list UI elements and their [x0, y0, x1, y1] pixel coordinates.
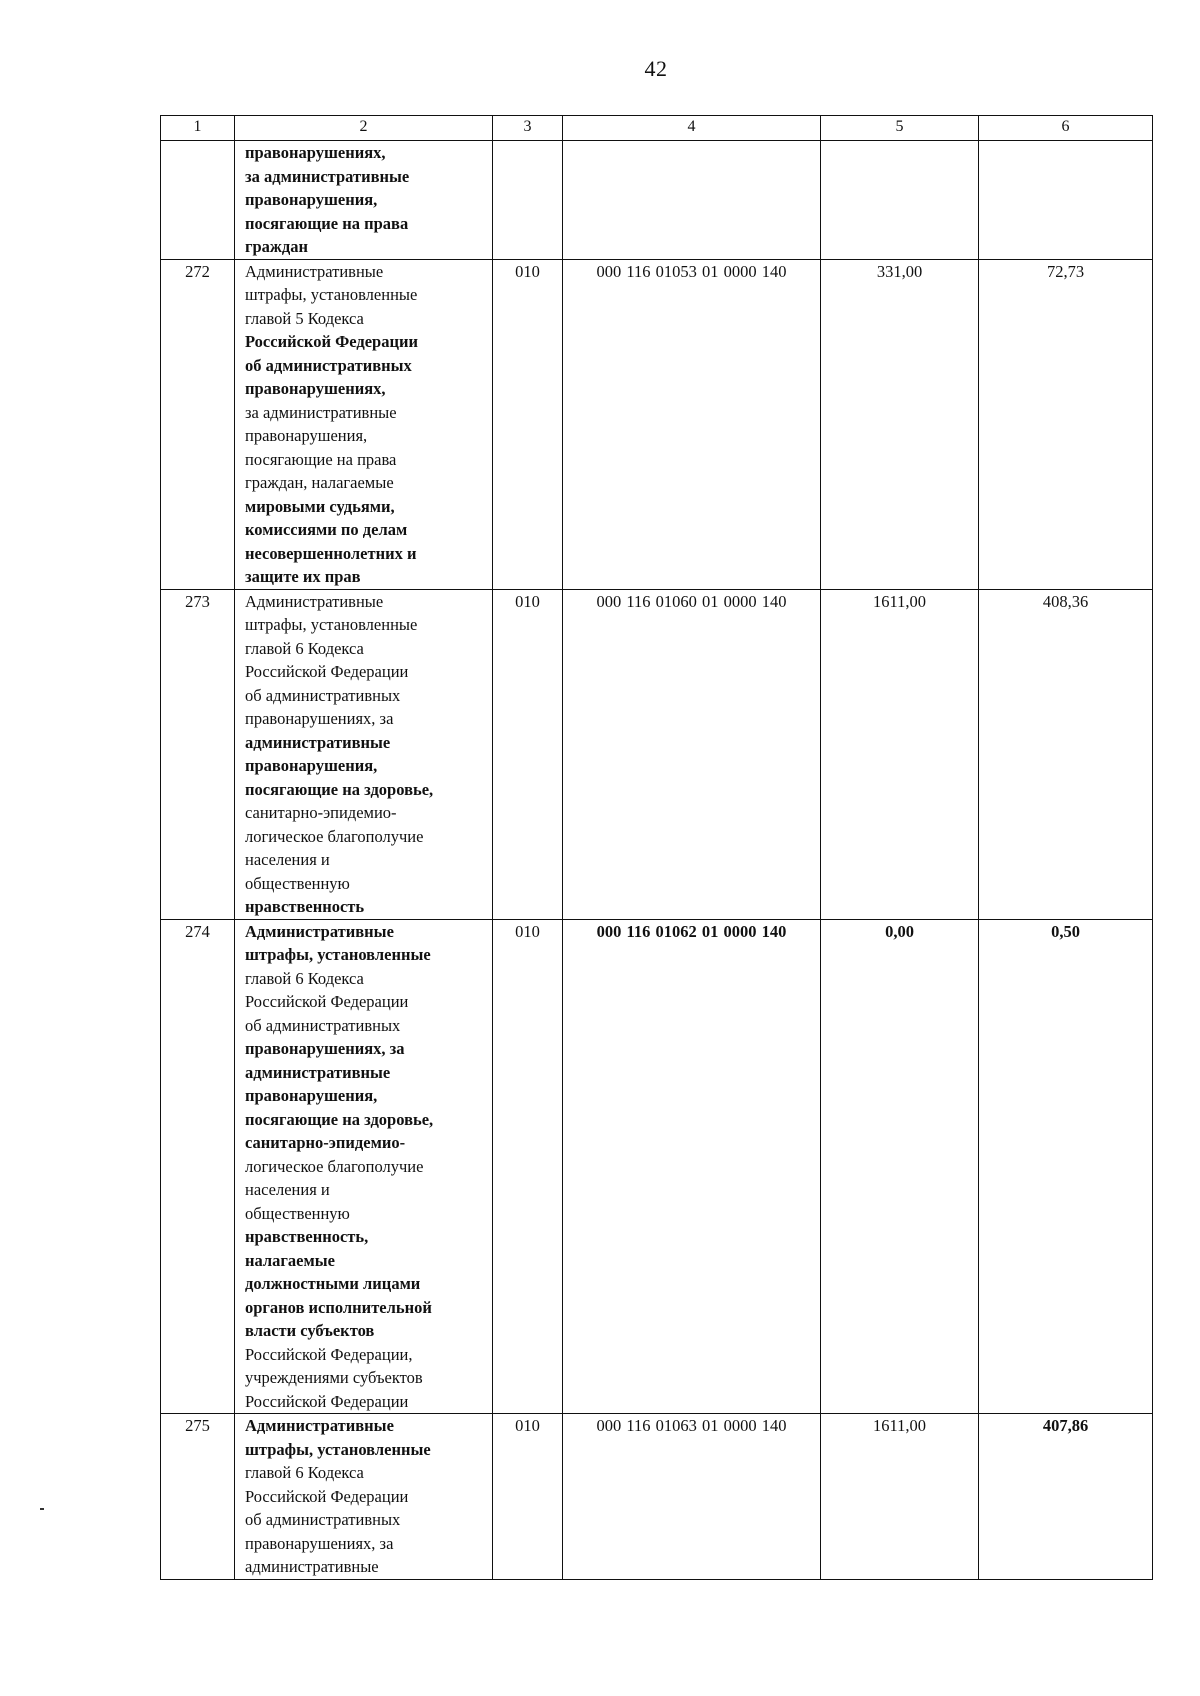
description-line: об административных: [245, 355, 412, 375]
header-col-4: 4: [563, 116, 821, 141]
table-row: [161, 589, 1153, 919]
description-line: административные: [245, 1062, 391, 1082]
description-line: Российской Федерации: [245, 1391, 409, 1411]
description-line: населения и: [245, 1180, 330, 1199]
description-line: мировыми судьями,: [245, 496, 395, 516]
description-line: главой 6 Кодекса: [245, 1463, 364, 1482]
cell-num: 272: [161, 259, 235, 589]
description-line: посягающие на права: [245, 213, 409, 233]
description-line: учреждениями субъектов: [245, 1368, 423, 1387]
cell-num: 274: [161, 919, 235, 1414]
description-line: правонарушения,: [245, 1086, 378, 1105]
description-line: посягающие на здоровье,: [245, 1109, 434, 1129]
description-line: населения и: [245, 850, 330, 869]
description-line: за административные: [245, 402, 397, 422]
cell-col6: 408,36: [979, 589, 1153, 919]
description-line: об административных: [245, 1510, 401, 1529]
description-line: санитарно-эпидемио-: [245, 1133, 406, 1152]
cell-num: 273: [161, 589, 235, 919]
description-line: логическое благополучие: [245, 826, 424, 846]
description-line: граждан, налагаемые: [245, 473, 394, 492]
description-line: административные: [245, 1557, 379, 1576]
cell-description: [235, 259, 493, 589]
description-line: Российской Федерации: [245, 1486, 409, 1506]
description-line: главой 5 Кодекса: [245, 308, 364, 328]
cell-col5: 0,00: [821, 919, 979, 1414]
scan-speck: [40, 1508, 44, 1510]
cell-description: [235, 589, 493, 919]
header-col-5: 5: [821, 116, 979, 141]
description-line: Административные: [245, 921, 394, 941]
cell-description: [235, 919, 493, 1414]
description-line: Российской Федерации: [245, 332, 418, 351]
description-line: посягающие на здоровье,: [245, 779, 434, 799]
cell-code: 010: [493, 589, 563, 919]
description-line: должностными лицами: [245, 1274, 421, 1293]
description-line: несовершеннолетних и: [245, 543, 417, 563]
description-line: штрафы, установленные: [245, 615, 418, 634]
description-line: правонарушениях, за: [245, 1533, 394, 1553]
description-line: Административные: [245, 261, 384, 281]
cell-kbk: 000 116 01053 01 0000 140: [563, 259, 821, 589]
cell-code: 010: [493, 259, 563, 589]
description-line: главой 6 Кодекса: [245, 968, 364, 988]
cell-col5: 331,00: [821, 259, 979, 589]
description-line: нравственность: [245, 897, 365, 916]
cell-col5: 1611,00: [821, 1414, 979, 1580]
description-line: об административных: [245, 685, 401, 705]
description-line: общественную: [245, 873, 350, 893]
header-col-3: 3: [493, 116, 563, 141]
description-line: Российской Федерации: [245, 992, 409, 1011]
cell-kbk: 000 116 01063 01 0000 140: [563, 1414, 821, 1580]
description-line: штрафы, установленные: [245, 1439, 431, 1459]
description-line: административные: [245, 732, 391, 752]
cell-kbk: 000 116 01060 01 0000 140: [563, 589, 821, 919]
description-line: Административные: [245, 1416, 394, 1435]
cell-col6: [979, 141, 1153, 260]
description-line: логическое благополучие: [245, 1156, 424, 1176]
cell-num: [161, 141, 235, 260]
header-col-2: 2: [235, 116, 493, 141]
description-line: власти субъектов: [245, 1321, 375, 1340]
table-row: [161, 919, 1153, 1414]
cell-description: [235, 1414, 493, 1580]
table-row-continuation: [161, 141, 1153, 260]
description-line: правонарушениях,: [245, 143, 386, 162]
cell-col6: 0,50: [979, 919, 1153, 1414]
cell-kbk: [563, 141, 821, 260]
description-line: штрафы, установленные: [245, 285, 418, 304]
description-line: санитарно-эпидемио-: [245, 803, 397, 822]
cell-col5: 1611,00: [821, 589, 979, 919]
header-col-6: 6: [979, 116, 1153, 141]
cell-num: 275: [161, 1414, 235, 1580]
cell-col6: 407,86: [979, 1414, 1153, 1580]
page-number: 42: [644, 56, 668, 81]
description-line: правонарушения,: [245, 756, 378, 775]
cell-kbk: 000 116 01062 01 0000 140: [563, 919, 821, 1414]
description-line: правонарушениях, за: [245, 709, 394, 728]
description-line: нравственность,: [245, 1227, 369, 1246]
description-line: посягающие на права: [245, 449, 397, 469]
description-line: правонарушения,: [245, 426, 368, 445]
description-line: защите их прав: [245, 567, 361, 586]
cell-code: [493, 141, 563, 260]
cell-code: 010: [493, 1414, 563, 1580]
description-line: об административных: [245, 1015, 401, 1035]
description-line: за административные: [245, 166, 410, 186]
description-line: Российской Федерации: [245, 662, 409, 681]
description-line: органов исполнительной: [245, 1297, 432, 1317]
description-line: Российской Федерации,: [245, 1344, 413, 1364]
header-col-1: 1: [161, 116, 235, 141]
description-line: налагаемые: [245, 1250, 335, 1270]
cell-col5: [821, 141, 979, 260]
cell-description: [235, 141, 493, 260]
description-line: правонарушениях, за: [245, 1039, 405, 1058]
description-line: правонарушения,: [245, 190, 378, 209]
table-row: [161, 1414, 1153, 1580]
description-line: правонарушениях,: [245, 379, 386, 398]
table-row: [161, 259, 1153, 589]
budget-table: [160, 115, 1153, 1580]
description-line: главой 6 Кодекса: [245, 638, 364, 658]
table-header-row: [161, 116, 1153, 141]
description-line: общественную: [245, 1203, 350, 1223]
cell-col6: 72,73: [979, 259, 1153, 589]
description-line: граждан: [245, 237, 308, 256]
description-line: Административные: [245, 591, 384, 611]
description-line: штрафы, установленные: [245, 945, 431, 964]
cell-code: 010: [493, 919, 563, 1414]
description-line: комиссиями по делам: [245, 520, 408, 539]
